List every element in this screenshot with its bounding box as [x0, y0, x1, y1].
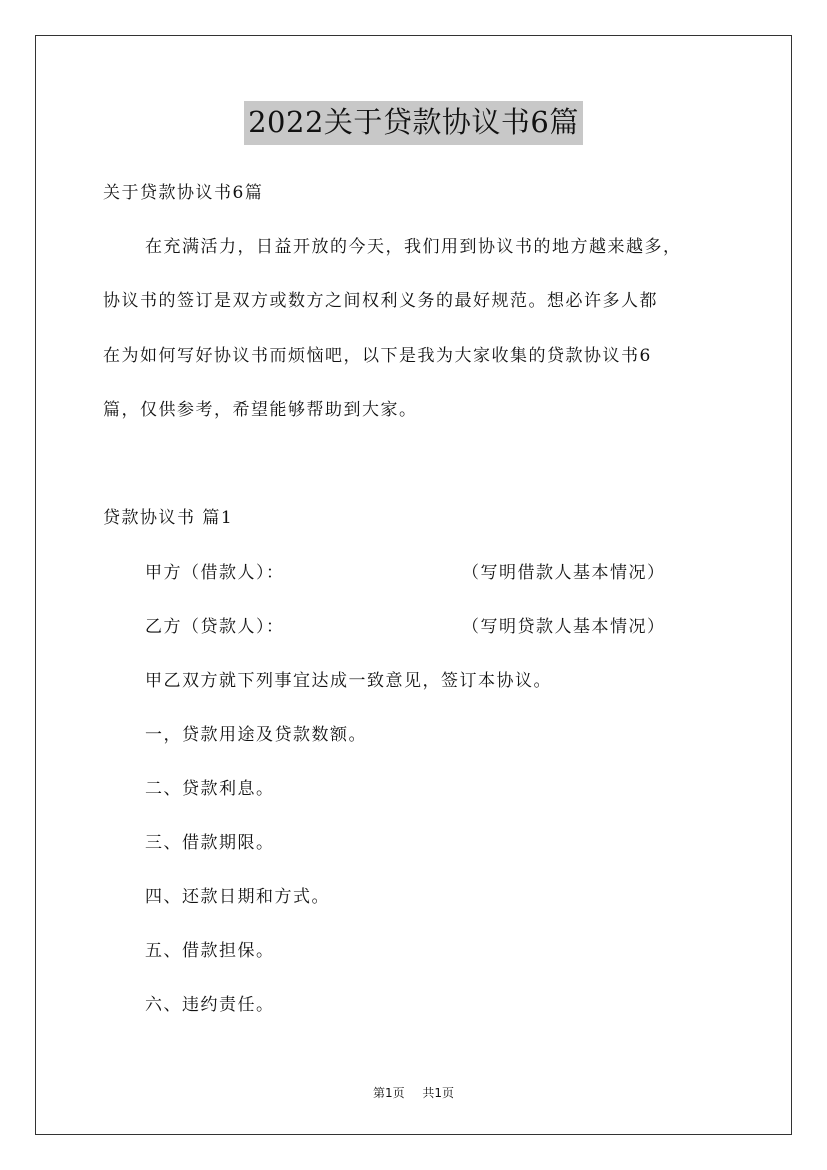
title-container	[0, 101, 827, 145]
clause-4: 四、还款日期和方式。	[145, 887, 330, 907]
document-title: 2022关于贷款协议书6篇	[244, 101, 583, 145]
intro-line-1: 在充满活力，日益开放的今天，我们用到协议书的地方越来越多，	[145, 237, 682, 257]
document-subtitle: 关于贷款协议书6篇	[103, 183, 264, 203]
page-footer	[0, 1084, 827, 1101]
intro-line-4: 篇，仅供参考，希望能够帮助到大家。	[103, 400, 418, 420]
clause-5: 五、借款担保。	[145, 941, 275, 961]
clause-3: 三、借款期限。	[145, 833, 275, 853]
party-b-label: 乙方（贷款人）：	[145, 617, 285, 637]
clause-1: 一，贷款用途及贷款数额。	[145, 725, 367, 745]
agreement-line: 甲乙双方就下列事宜达成一致意见，签订本协议。	[145, 671, 552, 691]
party-a-label: 甲方（借款人）：	[145, 563, 285, 583]
party-a-note: （写明借款人基本情况）	[462, 563, 666, 583]
clause-2: 二、贷款利息。	[145, 779, 275, 799]
footer-total-pages: 共1页	[422, 1086, 454, 1100]
party-b-note: （写明贷款人基本情况）	[462, 617, 666, 637]
clause-6: 六、违约责任。	[145, 995, 275, 1015]
footer-page-number: 第1页	[373, 1086, 405, 1100]
intro-line-3: 在为如何写好协议书而烦恼吧，以下是我为大家收集的贷款协议书6	[103, 346, 652, 366]
intro-line-2: 协议书的签订是双方或数方之间权利义务的最好规范。想必许多人都	[103, 291, 658, 311]
section-heading: 贷款协议书 篇1	[103, 508, 234, 528]
